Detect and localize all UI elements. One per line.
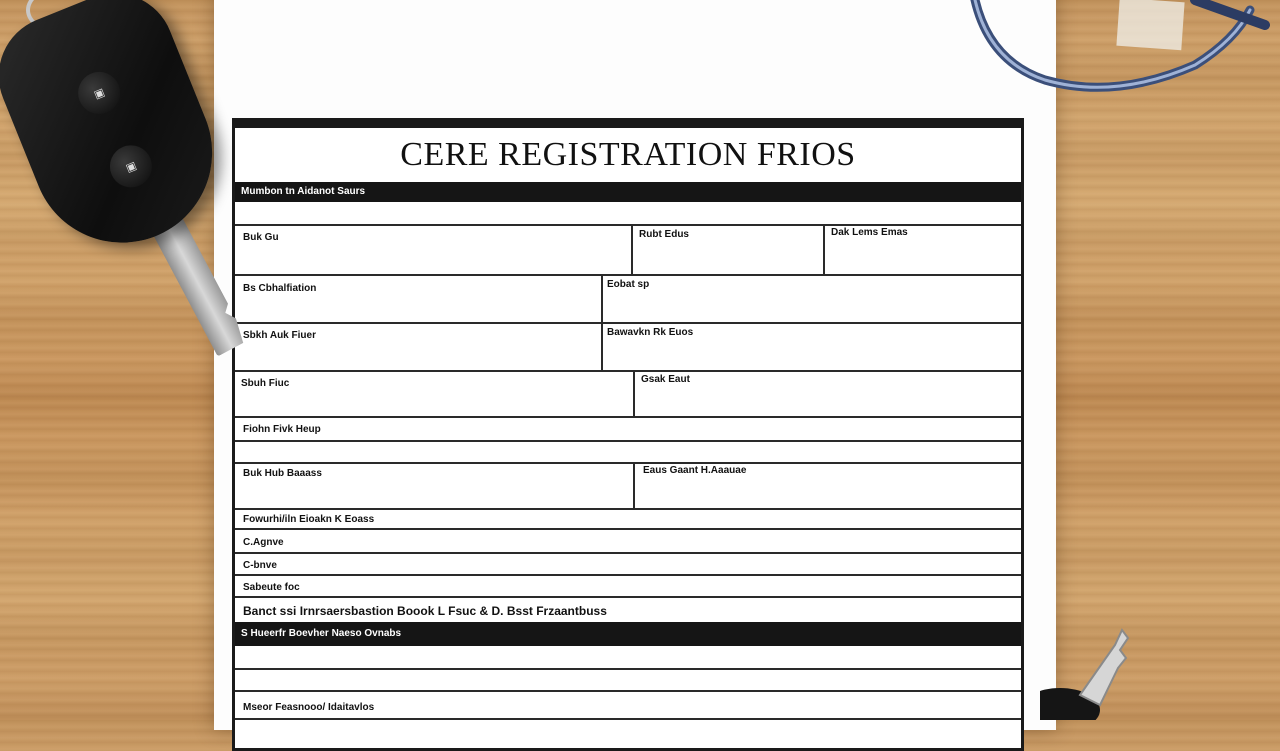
registration-form xyxy=(232,118,1024,751)
field-label: Bs Cbhalfiation xyxy=(243,283,317,294)
bank-line: Banct ssi Irnrsaersbastion Boook L Fsuc & D. Bsst Frzaantbuss xyxy=(243,604,607,618)
header-bar: Mumbon tn Aidanot Saurs xyxy=(235,182,1021,202)
field-label: Buk Hub Baaass xyxy=(243,468,322,479)
form-title: CERE REGISTRATION FRIOS xyxy=(400,136,856,173)
field-label: Sbkh Auk Fiuer xyxy=(243,330,316,341)
row-divider xyxy=(235,552,1021,554)
row-divider xyxy=(235,574,1021,576)
car-key-fob xyxy=(0,0,239,270)
row-divider xyxy=(235,440,1021,442)
field-label: Eaus Gaant H.Aaauae xyxy=(643,465,747,476)
row-divider xyxy=(235,528,1021,530)
column-divider xyxy=(823,224,825,274)
field-label: Fiohn Fivk Heup xyxy=(243,424,321,435)
column-divider xyxy=(631,224,633,274)
field-label: Gsak Eaut xyxy=(641,374,690,385)
field-label: Dak Lems Emas xyxy=(831,227,908,238)
eyeglasses xyxy=(965,0,1275,125)
row-divider xyxy=(235,416,1021,418)
row-divider xyxy=(235,274,1021,276)
column-divider xyxy=(601,322,603,370)
house-key xyxy=(1040,610,1160,720)
column-divider xyxy=(601,274,603,322)
row-divider xyxy=(235,462,1021,464)
field-label: Rubt Edus xyxy=(639,229,689,240)
row-divider xyxy=(235,224,1021,226)
field-label: C.Agnve xyxy=(243,537,284,548)
row-divider xyxy=(235,508,1021,510)
field-label: Fowurhi/iln Eioakn K Eoass xyxy=(243,514,375,525)
row-divider xyxy=(235,690,1021,692)
field-label: Mseor Feasnooo/ Idaitavlos xyxy=(243,702,375,713)
field-label: Buk Gu xyxy=(243,232,279,243)
row-divider xyxy=(235,668,1021,670)
row-divider xyxy=(235,322,1021,324)
field-label: Bawavkn Rk Euos xyxy=(607,327,694,338)
row-divider xyxy=(235,596,1021,598)
field-label: C-bnve xyxy=(243,560,277,571)
field-label: Eobat sp xyxy=(607,279,650,290)
column-divider xyxy=(633,370,635,416)
unlock-button-icon: ▣ xyxy=(104,139,159,194)
column-divider xyxy=(633,462,635,508)
field-label: Sabeute foc xyxy=(243,582,300,593)
row-divider xyxy=(235,370,1021,372)
section-bar: S Hueerfr Boevher Naeso Ovnabs xyxy=(235,622,1021,646)
lock-button-icon: ▣ xyxy=(72,66,127,121)
field-label: Sbuh Fiuc xyxy=(241,378,290,389)
